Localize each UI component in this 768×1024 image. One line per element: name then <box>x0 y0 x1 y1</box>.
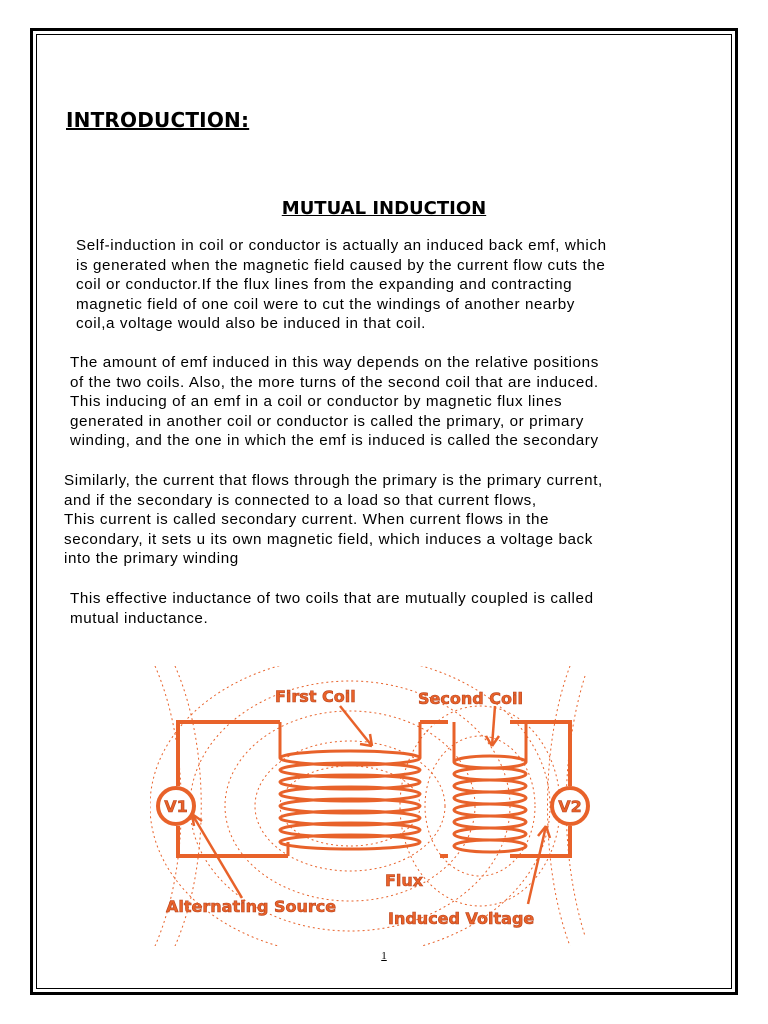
induced-voltage-label: Induced Voltage <box>388 909 535 928</box>
v1-meter <box>158 788 194 824</box>
diagram-svg <box>150 666 590 946</box>
first-coil-label: First Coil <box>275 687 356 706</box>
paragraph-line: secondary, it sets u its own magnetic field, which induces a voltage back <box>64 530 593 548</box>
paragraph-self-induction <box>76 236 607 334</box>
paragraph-line: is generated when the magnetic field caused by the current flow cuts the <box>76 256 606 274</box>
alternating-source-label: Alternating Source <box>166 897 337 916</box>
paragraph-line: of the two coils. Also, the more turns of the second coil that are induced. <box>70 373 599 391</box>
second-coil-label: Second Coil <box>418 689 523 708</box>
section-subheading: MUTUAL INDUCTION <box>281 198 487 219</box>
v2-meter <box>552 788 588 824</box>
paragraph-line: and if the secondary is connected to a load so that current flows, <box>64 491 537 509</box>
paragraph-emf-amount <box>70 353 599 451</box>
v1-label: V1 <box>164 797 188 816</box>
page-number: 1 <box>381 950 387 962</box>
paragraph-line: This inducing of an emf in a coil or conductor by magnetic flux lines <box>70 393 563 410</box>
paragraph-line: Similarly, the current that flows through the primary is the primary current, <box>64 472 603 489</box>
section-heading: INTRODUCTION: <box>66 108 250 132</box>
paragraph-line: mutual inductance. <box>70 609 209 627</box>
paragraph-line: coil,a voltage would also be induced in that coil. <box>76 315 426 332</box>
paragraph-line: This current is called secondary current. When current flows in the <box>64 511 550 528</box>
paragraph-line: This effective inductance of two coils that are mutually coupled is called <box>70 590 594 607</box>
paragraph-line: coil or conductor.If the flux lines from the expanding and contracting <box>76 276 573 293</box>
paragraph-line: winding, and the one in which the emf is induced is called the secondary <box>70 432 599 449</box>
v2-label: V2 <box>558 797 582 816</box>
paragraph-line: into the primary winding <box>64 550 239 567</box>
paragraph-line: magnetic field of one coil were to cut the windings of another nearby <box>76 295 575 313</box>
first-coil <box>280 722 420 856</box>
paragraph-mutual-inductance <box>70 589 594 628</box>
mutual-induction-diagram <box>150 666 590 946</box>
paragraph-line: Self-induction in coil or conductor is actually an induced back emf, which <box>76 237 607 254</box>
paragraph-line: generated in another coil or conductor is called the primary, or primary <box>70 412 584 430</box>
flux-label: Flux <box>385 871 424 890</box>
paragraph-line: The amount of emf induced in this way depends on the relative positions <box>70 354 599 371</box>
paragraph-primary-current <box>64 471 603 569</box>
